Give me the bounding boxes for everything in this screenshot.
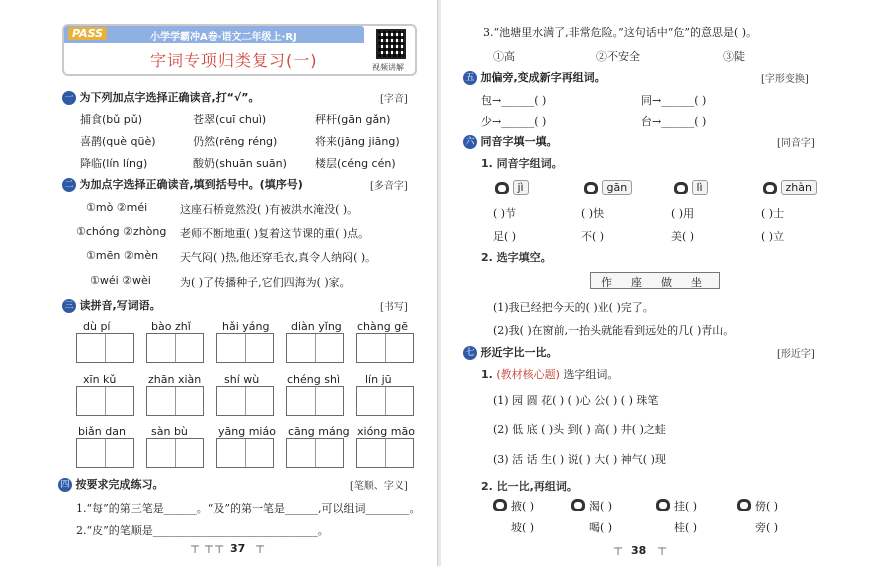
- compare-word[interactable]: 旁( ): [755, 521, 779, 534]
- word-choice: 作: [601, 276, 612, 289]
- panda-icon: [495, 182, 509, 194]
- qr-code-icon[interactable]: [376, 29, 406, 59]
- homophone-pinyin: lì: [674, 180, 708, 195]
- homophone-blank[interactable]: ( )节: [493, 207, 517, 220]
- section-4-heading: [58, 476, 164, 492]
- reading-item[interactable]: 苍翠(cuī chuì): [193, 113, 267, 126]
- section-tag: [字形变换]: [761, 74, 809, 85]
- stroke-question-2[interactable]: 2.“皮”的笔顺是______________________________。: [76, 524, 329, 537]
- homophone-pinyin: jì: [495, 180, 529, 195]
- fill-sentence[interactable]: 老师不断地重( )复着这节课的重( )点。: [180, 227, 370, 240]
- radical-item[interactable]: 台→______( ): [641, 115, 707, 128]
- pinyin-label: diàn yǐng: [291, 320, 342, 333]
- compare-word[interactable]: 桂( ): [674, 521, 698, 534]
- book-subtitle: 小学学霸冲A卷·语文二年级上·RJ: [150, 32, 297, 43]
- pinyin-label: shí wù: [224, 373, 260, 386]
- section-tag: [笔顺、字义]: [350, 481, 408, 492]
- homophone-blank[interactable]: 足( ): [493, 230, 517, 243]
- reading-item[interactable]: 秤杆(gān gǎn): [315, 113, 391, 126]
- fill-sentence[interactable]: 为( )了传播种子,它们四海为( )家。: [180, 276, 351, 289]
- reading-item[interactable]: 降临(lín líng): [80, 157, 148, 170]
- section-title: 加偏旁,变成新字再组词。: [480, 71, 606, 84]
- writing-grid[interactable]: [356, 333, 414, 363]
- fill-sentence[interactable]: 天气闷( )热,他还穿毛衣,真令人纳闷( )。: [180, 251, 377, 264]
- compare-word[interactable]: 喝( ): [589, 521, 613, 534]
- homophone-pinyin: gān: [584, 180, 632, 195]
- writing-grid[interactable]: [216, 386, 274, 416]
- panda-icon: [656, 499, 670, 511]
- footer-ornament-icon: ⊤: [657, 545, 668, 558]
- page-number: 38: [631, 544, 647, 557]
- subquestion-1: 1. (教材核心题) 选字组词。: [481, 368, 619, 381]
- core-question-label: (教材核心题): [496, 368, 560, 381]
- radical-item[interactable]: 少→______( ): [481, 115, 547, 128]
- fill-sentence[interactable]: 这座石桥竟然没( )有被洪水淹没( )。: [180, 203, 359, 216]
- right-page: [441, 0, 870, 566]
- section-tag: [形近字]: [777, 349, 815, 360]
- section-title: 为下列加点字选择正确读音,打“√”。: [79, 91, 260, 104]
- writing-grid[interactable]: [76, 438, 134, 468]
- pinyin-label: chàng gē: [357, 320, 408, 333]
- footer-ornament-icon: ⊤: [613, 545, 624, 558]
- pinyin-options: ①mò ②méi: [86, 201, 148, 214]
- pinyin-label: xīn kǔ: [83, 373, 117, 386]
- section-badge: 六: [463, 135, 477, 149]
- radical-item[interactable]: 包→______( ): [481, 94, 547, 107]
- section-tag: [多音字]: [370, 181, 408, 192]
- pass-logo: PASS: [68, 27, 107, 40]
- homophone-blank[interactable]: ( )用: [671, 207, 695, 220]
- word-choice: 坐: [691, 276, 702, 289]
- pinyin-label: sàn bù: [151, 425, 188, 438]
- compare-word[interactable]: 掖( ): [511, 500, 535, 513]
- word-choice: 做: [661, 276, 672, 289]
- compare-word[interactable]: 挂( ): [674, 500, 698, 513]
- page-number: 37: [230, 542, 246, 555]
- writing-grid[interactable]: [286, 333, 344, 363]
- section-2-heading: [62, 176, 303, 192]
- radical-item[interactable]: 同→______( ): [641, 94, 707, 107]
- similar-char-row[interactable]: (1) 园 圆 花( ) ( )心 公( ) ( ) 珠笔: [493, 394, 659, 407]
- fill-sentence[interactable]: (1)我已经把今天的( )业( )完了。: [493, 301, 654, 314]
- page-title: 字词专项归类复习(一): [150, 51, 318, 70]
- reading-item[interactable]: 喜鹊(què qüè): [80, 135, 156, 148]
- section-badge: 四: [58, 478, 72, 492]
- pinyin-label: dù pí: [83, 320, 111, 333]
- pinyin-label: chéng shì: [287, 373, 340, 386]
- footer-ornament-icon: ⊤: [255, 543, 266, 556]
- writing-grid[interactable]: [146, 438, 204, 468]
- section-7-heading: [463, 344, 558, 360]
- section-3-heading: [62, 297, 161, 313]
- section-5-heading: [463, 69, 606, 85]
- similar-char-row[interactable]: (2) 低 底 ( )头 到( ) 高( ) 井( )之蛙: [493, 423, 666, 436]
- section-tag: [书写]: [380, 302, 408, 313]
- footer-ornament-icon: ⊤ ⊤⊤: [190, 543, 225, 556]
- reading-item[interactable]: 将来(jāng jiāng): [315, 135, 400, 148]
- writing-grid[interactable]: [356, 386, 414, 416]
- homophone-blank[interactable]: 不( ): [581, 230, 605, 243]
- compare-word[interactable]: 渴( ): [589, 500, 613, 513]
- pinyin-options: ①chóng ②zhòng: [76, 225, 167, 238]
- panda-icon: [737, 499, 751, 511]
- pinyin-label: bào zhǐ: [151, 320, 191, 333]
- writing-grid[interactable]: [286, 386, 344, 416]
- compare-word[interactable]: 傍( ): [755, 500, 779, 513]
- panda-icon: [571, 499, 585, 511]
- homophone-blank[interactable]: 美( ): [671, 230, 695, 243]
- writing-grid[interactable]: [76, 386, 134, 416]
- subquestion-1: 1. 同音字组词。: [481, 157, 563, 170]
- compare-pair: [493, 498, 507, 511]
- subquestion-2: 2. 比一比,再组词。: [481, 480, 578, 493]
- option-2[interactable]: ②不安全: [596, 50, 640, 63]
- reading-item[interactable]: 楼层(céng cén): [315, 157, 396, 170]
- stroke-question-1[interactable]: 1.“每”的第三笔是______。“及”的第一笔是______,可以组词________。: [76, 502, 421, 515]
- pinyin-label: yāng miáo: [218, 425, 276, 438]
- reading-item[interactable]: 酸奶(shuān suān): [193, 157, 287, 170]
- writing-grid[interactable]: [146, 386, 204, 416]
- pinyin-label: hǎi yáng: [222, 320, 270, 333]
- reading-item[interactable]: 仍然(rēng réng): [193, 135, 278, 148]
- writing-grid[interactable]: [286, 438, 344, 468]
- section-title: 同音字填一填。: [480, 135, 558, 148]
- qr-caption: 视频讲解: [372, 63, 404, 72]
- section-title: 按要求完成练习。: [75, 478, 164, 491]
- section-badge: 五: [463, 71, 477, 85]
- panda-icon: [763, 182, 777, 194]
- section-1-heading: [62, 89, 259, 105]
- homophone-pinyin: zhàn: [763, 180, 817, 195]
- compare-pair: [656, 498, 670, 511]
- section-title: 为加点字选择正确读音,填到括号中。(填序号): [79, 178, 303, 191]
- panda-icon: [584, 182, 598, 194]
- option-3[interactable]: ③陡: [723, 50, 745, 63]
- reading-item[interactable]: 捕食(bǔ pǔ): [80, 113, 142, 126]
- panda-icon: [674, 182, 688, 194]
- section-badge: 三: [62, 299, 76, 313]
- compare-pair: [737, 498, 751, 511]
- subquestion-2: 2. 选字填空。: [481, 251, 552, 264]
- panda-icon: [493, 499, 507, 511]
- writing-grid[interactable]: [146, 333, 204, 363]
- compare-pair: [571, 498, 585, 511]
- danger-question[interactable]: 3.“池塘里水满了,非常危险。”这句话中“危”的意思是( )。: [483, 26, 758, 39]
- writing-grid[interactable]: [356, 438, 414, 468]
- pinyin-options: ①mēn ②mèn: [86, 249, 159, 262]
- word-choice: 座: [631, 276, 642, 289]
- pinyin-label: biǎn dan: [78, 425, 126, 438]
- compare-word[interactable]: 坡( ): [511, 521, 535, 534]
- pinyin-label: lín jū: [365, 373, 392, 386]
- section-tag: [字音]: [380, 94, 408, 105]
- section-badge: 二: [62, 178, 76, 192]
- section-title: 形近字比一比。: [480, 346, 558, 359]
- pinyin-label: zhān xiàn: [148, 373, 202, 386]
- section-6-heading: [463, 133, 558, 149]
- pinyin-label: xióng māo: [357, 425, 415, 438]
- writing-grid[interactable]: [76, 333, 134, 363]
- pinyin-label: cāng máng: [288, 425, 350, 438]
- fill-sentence[interactable]: (2)我( )在窗前,一抬头就能看到远处的几( )青山。: [493, 324, 735, 337]
- pinyin-options: ①wéi ②wèi: [90, 274, 151, 287]
- section-badge: 七: [463, 346, 477, 360]
- homophone-blank[interactable]: ( )士: [761, 207, 785, 220]
- section-title: 读拼音,写词语。: [79, 299, 161, 312]
- section-badge: 一: [62, 91, 76, 105]
- similar-char-row[interactable]: (3) 活 话 生( ) 说( ) 大( ) 神气( )现: [493, 453, 666, 466]
- section-tag: [同音字]: [777, 138, 815, 149]
- option-1[interactable]: ①高: [493, 50, 515, 63]
- homophone-blank[interactable]: ( )立: [761, 230, 785, 243]
- homophone-blank[interactable]: ( )快: [581, 207, 605, 220]
- writing-grid[interactable]: [216, 333, 274, 363]
- writing-grid[interactable]: [216, 438, 274, 468]
